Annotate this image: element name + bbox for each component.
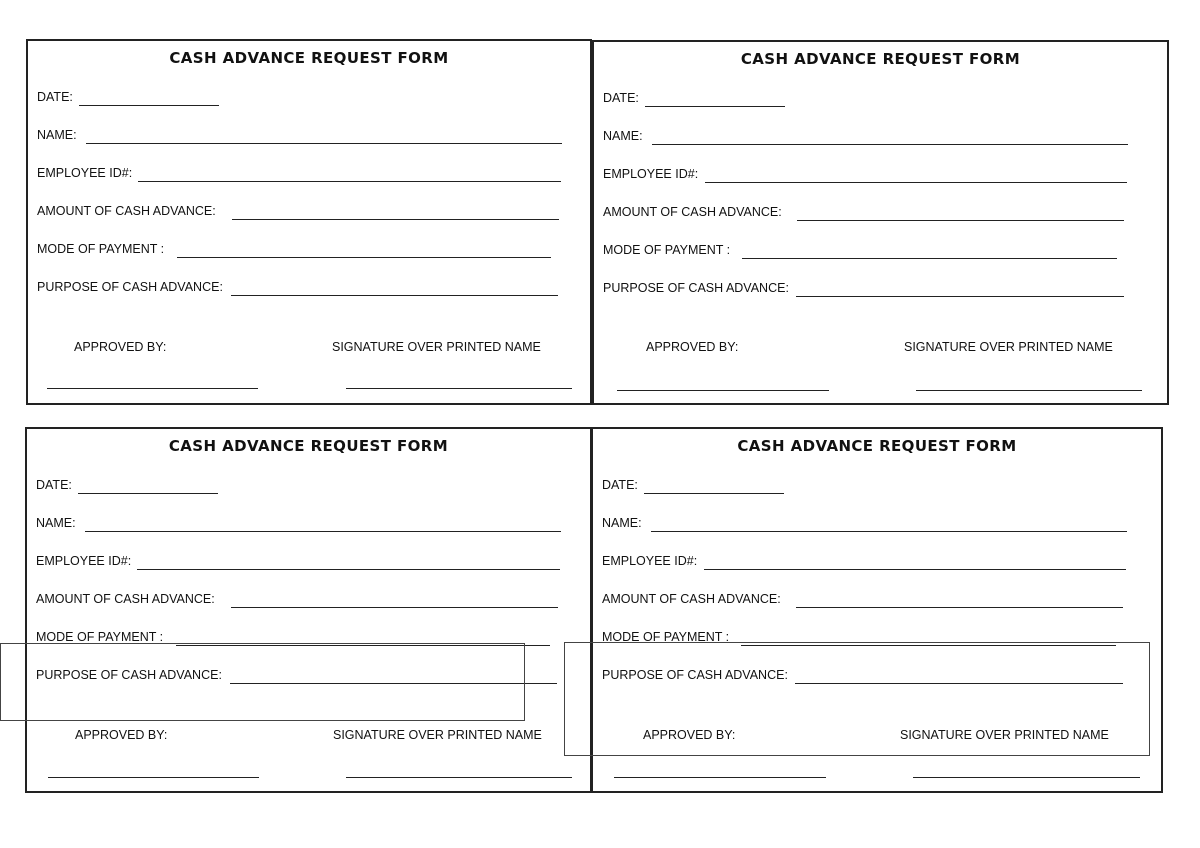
name-input-line[interactable]	[652, 144, 1128, 145]
amount-label: AMOUNT OF CASH ADVANCE:	[603, 205, 782, 219]
name-field[interactable]	[603, 127, 1153, 147]
date-input-line[interactable]	[78, 493, 218, 494]
mode-of-payment-label: MODE OF PAYMENT :	[603, 243, 731, 257]
purpose-field[interactable]	[603, 279, 1153, 299]
mode-of-payment-input-line[interactable]	[177, 257, 551, 258]
form-title: CASH ADVANCE REQUEST FORM	[169, 49, 449, 67]
signature-label: SIGNATURE OVER PRINTED NAME	[904, 340, 1113, 354]
mode-of-payment-label: MODE OF PAYMENT :	[36, 630, 164, 644]
date-field[interactable]	[37, 88, 577, 108]
name-field[interactable]	[36, 514, 576, 534]
purpose-label: PURPOSE OF CASH ADVANCE:	[602, 668, 788, 682]
date-label: DATE:	[603, 91, 639, 105]
employee-id-field[interactable]	[603, 165, 1153, 185]
date-input-line[interactable]	[79, 105, 219, 106]
employee-id-input-line[interactable]	[704, 569, 1126, 570]
signature-label: SIGNATURE OVER PRINTED NAME	[333, 728, 542, 742]
approved-by-signature-line[interactable]	[48, 777, 259, 778]
date-input-line[interactable]	[644, 493, 784, 494]
cash-advance-form-3	[25, 427, 592, 793]
cash-advance-form-1	[26, 39, 592, 405]
mode-of-payment-field[interactable]	[603, 241, 1153, 261]
amount-field[interactable]	[37, 202, 577, 222]
amount-field[interactable]	[36, 590, 576, 610]
amount-input-line[interactable]	[232, 219, 559, 220]
name-label: NAME:	[36, 516, 76, 530]
amount-label: AMOUNT OF CASH ADVANCE:	[37, 204, 216, 218]
date-label: DATE:	[602, 478, 638, 492]
purpose-input-line[interactable]	[796, 296, 1124, 297]
mode-of-payment-label: MODE OF PAYMENT :	[602, 630, 730, 644]
employee-id-field[interactable]	[37, 164, 577, 184]
employee-id-label: EMPLOYEE ID#:	[36, 554, 132, 568]
employee-id-field[interactable]	[36, 552, 576, 572]
printed-name-signature-line[interactable]	[916, 390, 1142, 391]
mode-of-payment-input-line[interactable]	[742, 258, 1117, 259]
date-label: DATE:	[37, 90, 73, 104]
approved-by-label: APPROVED BY:	[74, 340, 167, 354]
name-label: NAME:	[603, 129, 643, 143]
signature-label: SIGNATURE OVER PRINTED NAME	[332, 340, 541, 354]
name-field[interactable]	[37, 126, 577, 146]
form-title: CASH ADVANCE REQUEST FORM	[737, 437, 1017, 455]
purpose-label: PURPOSE OF CASH ADVANCE:	[36, 668, 222, 682]
name-label: NAME:	[37, 128, 77, 142]
amount-input-line[interactable]	[796, 607, 1123, 608]
approved-by-label: APPROVED BY:	[646, 340, 739, 354]
purpose-input-line[interactable]	[231, 295, 558, 296]
amount-input-line[interactable]	[797, 220, 1124, 221]
employee-id-label: EMPLOYEE ID#:	[37, 166, 133, 180]
overlay-box-right	[564, 642, 1150, 756]
employee-id-input-line[interactable]	[137, 569, 560, 570]
name-label: NAME:	[602, 516, 642, 530]
employee-id-label: EMPLOYEE ID#:	[603, 167, 699, 181]
amount-label: AMOUNT OF CASH ADVANCE:	[36, 592, 215, 606]
date-field[interactable]	[602, 476, 1152, 496]
approved-by-signature-line[interactable]	[47, 388, 258, 389]
name-input-line[interactable]	[86, 143, 562, 144]
amount-label: AMOUNT OF CASH ADVANCE:	[602, 592, 781, 606]
employee-id-input-line[interactable]	[705, 182, 1127, 183]
printed-name-signature-line[interactable]	[346, 777, 572, 778]
amount-input-line[interactable]	[231, 607, 558, 608]
form-title: CASH ADVANCE REQUEST FORM	[168, 437, 449, 455]
date-field[interactable]	[36, 476, 576, 496]
employee-id-input-line[interactable]	[138, 181, 561, 182]
name-input-line[interactable]	[85, 531, 561, 532]
mode-of-payment-label: MODE OF PAYMENT :	[37, 242, 165, 256]
approved-by-signature-line[interactable]	[614, 777, 826, 778]
form-title: CASH ADVANCE REQUEST FORM	[740, 50, 1021, 68]
printed-name-signature-line[interactable]	[346, 388, 572, 389]
approved-by-label: APPROVED BY:	[643, 728, 736, 742]
employee-id-label: EMPLOYEE ID#:	[602, 554, 698, 568]
overlay-box-left	[0, 643, 525, 721]
purpose-field[interactable]	[37, 278, 577, 298]
purpose-label: PURPOSE OF CASH ADVANCE:	[37, 280, 223, 294]
name-input-line[interactable]	[651, 531, 1127, 532]
signature-label: SIGNATURE OVER PRINTED NAME	[900, 728, 1109, 742]
cash-advance-form-2	[592, 40, 1169, 405]
amount-field[interactable]	[603, 203, 1153, 223]
purpose-label: PURPOSE OF CASH ADVANCE:	[603, 281, 789, 295]
name-field[interactable]	[602, 514, 1152, 534]
mode-of-payment-field[interactable]	[37, 240, 577, 260]
employee-id-field[interactable]	[602, 552, 1152, 572]
printed-name-signature-line[interactable]	[913, 777, 1140, 778]
approved-by-label: APPROVED BY:	[75, 728, 168, 742]
amount-field[interactable]	[602, 590, 1152, 610]
date-input-line[interactable]	[645, 106, 785, 107]
date-field[interactable]	[603, 89, 1153, 109]
date-label: DATE:	[36, 478, 72, 492]
approved-by-signature-line[interactable]	[617, 390, 829, 391]
